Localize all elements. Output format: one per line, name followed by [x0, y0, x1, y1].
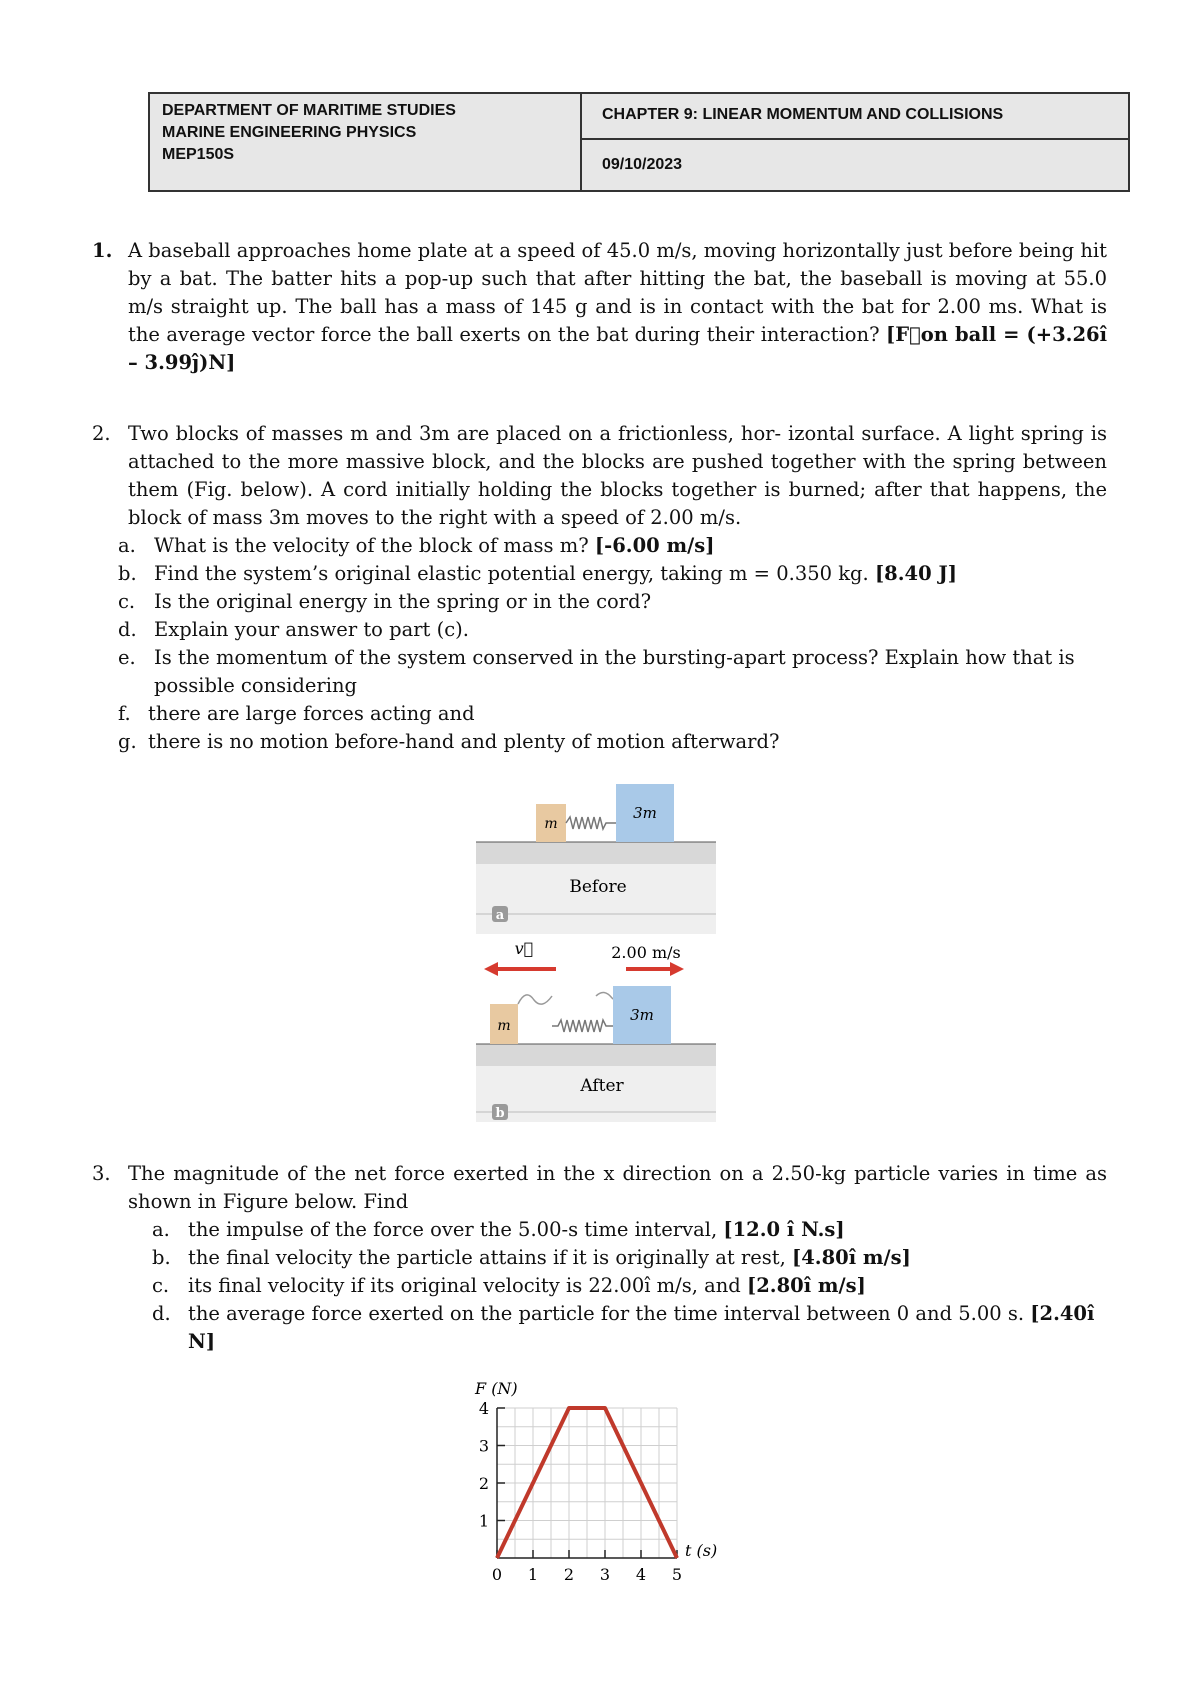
tag-a-label: a — [495, 908, 505, 923]
x-tick-label: 0 — [491, 1565, 503, 1584]
x-tick-label: 2 — [563, 1565, 575, 1584]
x-tick-label: 4 — [635, 1565, 647, 1584]
x-tick-label: 1 — [527, 1565, 539, 1584]
y-tick-label: 4 — [478, 1399, 489, 1418]
arrow-head-right — [670, 962, 684, 976]
sub-question-answer: [-6.00 m/s] — [594, 534, 715, 557]
sub-question: a. the impulse of the force over the 5.00-s time interval, [12.0 î N.s] — [152, 1218, 845, 1241]
sub-question-answer: [2.80î m/s] — [747, 1274, 866, 1297]
sub-question: f. there are large forces acting and — [118, 702, 475, 725]
question-number: 2. — [92, 422, 111, 445]
question-number: 3. — [92, 1162, 111, 1185]
arrow-head-left — [484, 962, 498, 976]
x-axis-label: t (s) — [685, 1541, 718, 1560]
chart-grid — [497, 1408, 677, 1558]
y-tick-label: 3 — [478, 1436, 489, 1456]
velocity-vector-label: v⃗ — [514, 939, 534, 958]
question-answer: [F⃗on ball = (+3.26î – 3.99ĵ)N] — [128, 323, 1107, 374]
sub-question-answer: [8.40 J] — [874, 562, 957, 585]
sub-question-answer: [12.0 î N.s] — [723, 1218, 845, 1241]
force-time-chart — [455, 1370, 755, 1590]
speed-label: 2.00 m/s — [611, 943, 681, 962]
x-tick-label: 3 — [599, 1565, 611, 1584]
question-2 — [92, 420, 1107, 756]
header-left-cell — [150, 94, 582, 190]
y-tick-label: 2 — [478, 1474, 489, 1493]
sub-question: d. the average force exerted on the particle for the time interval between 0 and 5.00 s. [2.40î N] — [152, 1302, 1095, 1353]
sub-question: g. there is no motion before-hand and plenty of motion afterward? — [118, 730, 780, 753]
header-table — [148, 92, 1130, 192]
document-date: 09/10/2023 — [602, 156, 683, 173]
y-axis-label: F (N) — [475, 1379, 518, 1398]
block-m-label: m — [497, 1018, 511, 1034]
spring-compressed — [566, 817, 616, 829]
chapter-title: CHAPTER 9: LINEAR MOMENTUM AND COLLISIONS — [582, 94, 1128, 140]
sub-question-answer: [2.40î N] — [188, 1302, 1095, 1353]
block-3m-label: 3m — [630, 1006, 654, 1024]
question-text: A baseball approaches home plate at a speed of 45.0 m/s, moving horizontally just before being hit by a bat. The batter hits a pop-up such that after hitting the bat, the baseball is moving at 55.0 m/s straight up. The ball has a mass of 145 g and is in contact with the bat for 2.00 ms. What is the average vector force the ball exerts on the bat during their interaction? — [128, 239, 1107, 346]
question-number: 1. — [92, 239, 113, 262]
spring-released — [552, 1020, 613, 1032]
sub-question-list — [118, 532, 1107, 756]
floor-after — [476, 1044, 716, 1066]
y-tick-label: 1 — [478, 1511, 489, 1531]
course-name: MARINE ENGINEERING PHYSICS — [162, 124, 417, 141]
sub-question-list — [152, 1216, 1107, 1356]
department-name: DEPARTMENT OF MARITIME STUDIES — [162, 102, 456, 119]
block-3m-label: 3m — [633, 804, 657, 822]
blocks-spring-figure — [476, 782, 721, 1122]
tag-b-label: b — [495, 1106, 505, 1121]
sub-question: e. Is the momentum of the system conserved in the bursting-apart process? Explain how that is possible considering — [118, 646, 1075, 697]
sub-question: d. Explain your answer to part (c). — [118, 618, 469, 641]
before-label: Before — [569, 877, 627, 897]
floor-before — [476, 842, 716, 864]
sub-question-answer: [4.80î m/s] — [791, 1246, 911, 1269]
panel-before-bg — [476, 864, 716, 934]
block-m-label: m — [544, 816, 558, 832]
question-3 — [92, 1160, 1107, 1356]
question-text: Two blocks of masses m and 3m are placed on a frictionless, hor- izontal surface. A light spring is attached to the more massive block, and the blocks are pushed together with the spring between them (Fig. below). A cord initially holding the blocks together is burned; after that happens, the block of mass 3m moves to the right with a speed of 2.00 m/s. — [128, 422, 1107, 529]
burned-cord-left — [518, 995, 552, 1004]
sub-question: b. Find the system’s original elastic potential energy, taking m = 0.350 kg. [8.40 J] — [118, 562, 957, 585]
sub-question: a. What is the velocity of the block of mass m? [-6.00 m/s] — [118, 534, 715, 557]
sub-question: c. its final velocity if its original velocity is 22.00î m/s, and [2.80î m/s] — [152, 1274, 866, 1297]
sub-question: c. Is the original energy in the spring or in the cord? — [118, 590, 652, 613]
question-text: The magnitude of the net force exerted in the x direction on a 2.50-kg particle varies in time as shown in Figure below. Find — [128, 1162, 1107, 1213]
question-1 — [92, 237, 1107, 377]
x-tick-label: 5 — [671, 1565, 683, 1584]
sub-question: b. the final velocity the particle attains if it is originally at rest, [4.80î m/s] — [152, 1246, 911, 1269]
after-label: After — [580, 1076, 624, 1096]
course-code: MEP150S — [162, 146, 235, 163]
